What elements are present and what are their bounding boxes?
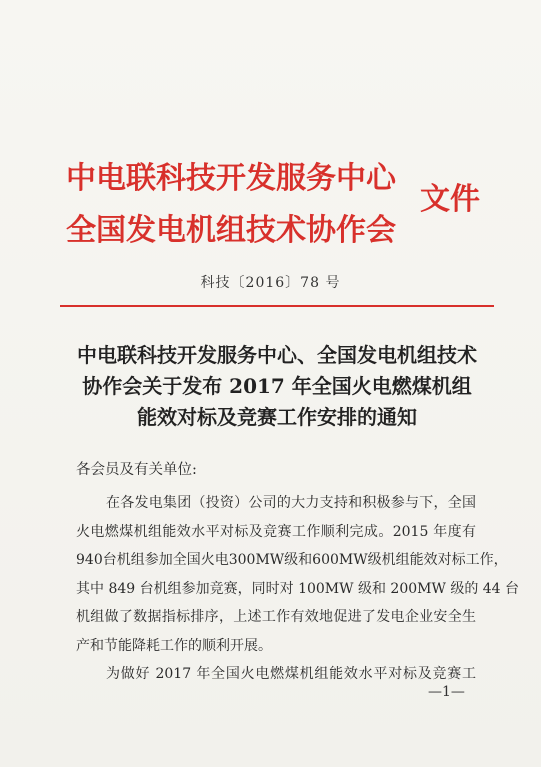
body-line-2: 火电燃煤机组能效水平对标及竞赛工作顺利完成。2015 年度有 bbox=[76, 523, 476, 540]
notice-title bbox=[60, 340, 494, 433]
body-line-6: 产和节能降耗工作的顺利开展。 bbox=[76, 637, 272, 654]
body-text bbox=[76, 489, 520, 689]
title-line-1: 中电联科技开发服务中心、全国发电机组技术 bbox=[77, 343, 477, 367]
body-line-1: 在各发电集团（投资）公司的大力支持和积极参与下，全国 bbox=[106, 495, 476, 511]
page-number: —1— bbox=[428, 684, 465, 700]
title-line-2: 协作会关于发布 2017 年全国火电燃煤机组 bbox=[82, 374, 472, 398]
body-line-3: 940台机组参加全国火电300MW级和600MW级机组能效对标工作， bbox=[76, 552, 508, 568]
body-line-7: 为做好 2017 年全国火电燃煤机组能效水平对标及竞赛工 bbox=[106, 666, 476, 682]
title-line-3: 能效对标及竞赛工作安排的通知 bbox=[137, 405, 417, 429]
organization-name-2: 全国发电机组技术协作会 bbox=[66, 213, 396, 248]
body-line-5: 机组做了数据指标排序，上述工作有效地促进了发电企业安全生 bbox=[76, 609, 476, 625]
body-line-4: 其中 849 台机组参加竞赛，同时对 100MW 级和 200MW 级的 44 台 bbox=[76, 580, 520, 597]
red-divider-rule bbox=[60, 305, 494, 307]
issuing-organizations bbox=[66, 153, 406, 257]
document-number: 科技〔2016〕78 号 bbox=[200, 275, 341, 291]
organization-name-1: 中电联科技开发服务中心 bbox=[66, 161, 396, 196]
salutation: 各会员及有关单位: bbox=[76, 462, 197, 478]
document-label: 文件 bbox=[420, 182, 480, 217]
